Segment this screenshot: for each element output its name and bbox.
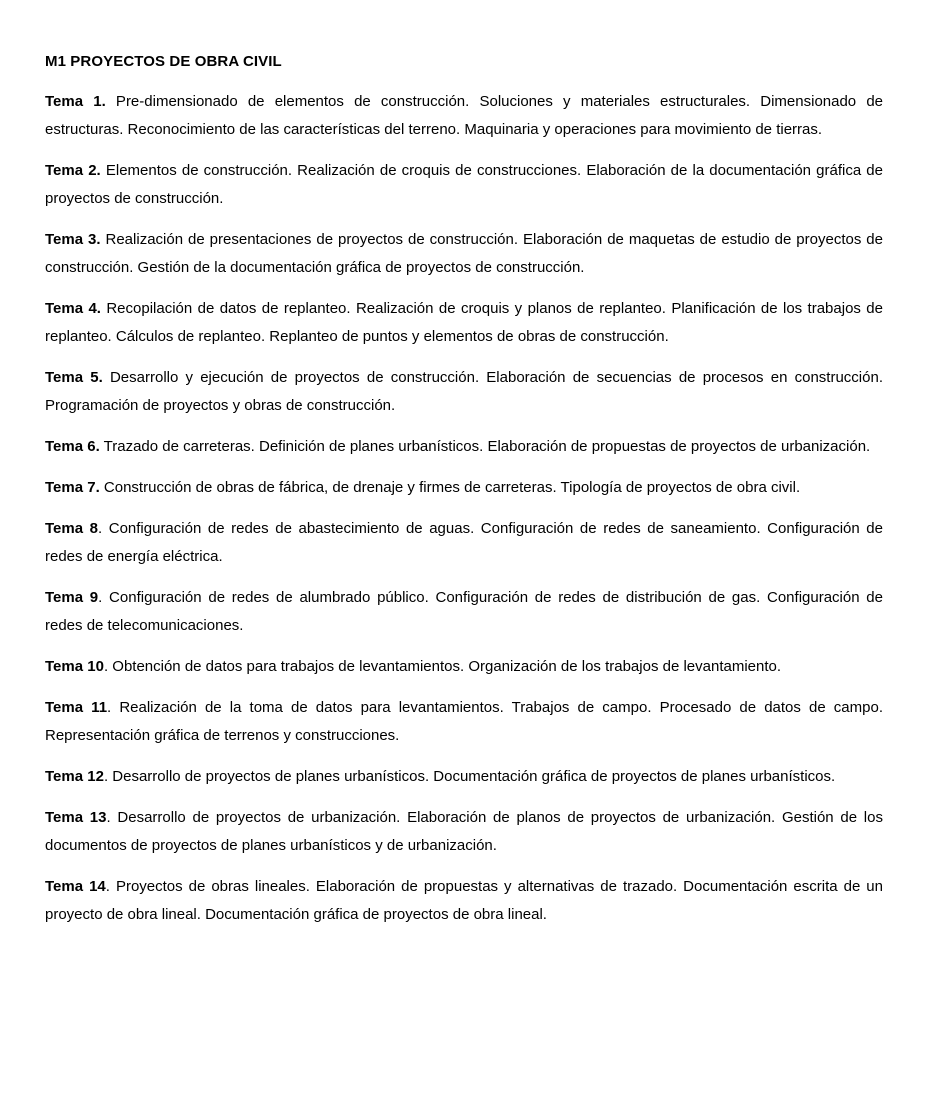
tema-text: . Configuración de redes de abastecimiento de aguas. Configuración de redes de saneamiento. Configuración de redes de energía eléctrica. [45, 520, 883, 565]
tema-paragraph-5 [45, 364, 883, 420]
tema-label: Tema 14 [45, 878, 106, 895]
tema-text: Recopilación de datos de replanteo. Realización de croquis y planos de replanteo. Planificación de los trabajos de replanteo. Cálculos de replanteo. Replanteo de puntos y elementos de obras de construcción. [45, 300, 883, 345]
tema-paragraph-9 [45, 584, 883, 640]
tema-text: . Proyectos de obras lineales. Elaboración de propuestas y alternativas de trazado. Documentación escrita de un proyecto de obra lineal. Documentación gráfica de proyectos de obra lineal. [45, 878, 883, 923]
tema-text: Desarrollo y ejecución de proyectos de construcción. Elaboración de secuencias de procesos en construcción. Programación de proyectos y obras de construcción. [45, 369, 883, 414]
tema-label: Tema 3. [45, 231, 101, 248]
tema-text: Trazado de carreteras. Definición de planes urbanísticos. Elaboración de propuestas de proyectos de urbanización. [99, 438, 871, 455]
tema-label: Tema 7. [45, 479, 100, 496]
tema-text: . Desarrollo de proyectos de planes urbanísticos. Documentación gráfica de proyectos de planes urbanísticos. [103, 768, 836, 785]
tema-list [45, 88, 883, 929]
tema-label: Tema 2. [45, 162, 101, 179]
tema-label: Tema 10 [45, 658, 104, 675]
tema-label: Tema 13 [45, 809, 107, 826]
tema-paragraph-6 [45, 433, 883, 461]
tema-text: . Realización de la toma de datos para levantamientos. Trabajos de campo. Procesado de datos de campo. Representación gráfica de terrenos y construcciones. [45, 699, 883, 744]
tema-label: Tema 6. [45, 438, 100, 455]
tema-text: . Configuración de redes de alumbrado público. Configuración de redes de distribución de gas. Configuración de redes de telecomunicaciones. [45, 589, 883, 634]
tema-label: Tema 12 [45, 768, 104, 785]
tema-label: Tema 4. [45, 300, 101, 317]
tema-paragraph-4 [45, 295, 883, 351]
tema-paragraph-1 [45, 88, 883, 144]
tema-label: Tema 5. [45, 369, 103, 386]
tema-text: . Desarrollo de proyectos de urbanización. Elaboración de planos de proyectos de urbanización. Gestión de los documentos de proyectos de planes urbanísticos y de urbanización. [45, 809, 883, 854]
tema-text: Construcción de obras de fábrica, de drenaje y firmes de carreteras. Tipología de proyectos de obra civil. [99, 479, 801, 496]
tema-label: Tema 1. [45, 93, 106, 110]
tema-label: Tema 9 [45, 589, 99, 606]
tema-label: Tema 11 [45, 699, 108, 716]
tema-text: Elementos de construcción. Realización de croquis de construcciones. Elaboración de la documentación gráfica de proyectos de construcción. [45, 162, 883, 207]
tema-paragraph-12 [45, 763, 883, 791]
tema-paragraph-10 [45, 653, 883, 681]
tema-text: . Obtención de datos para trabajos de levantamientos. Organización de los trabajos de levantamiento. [103, 658, 782, 675]
tema-paragraph-3 [45, 226, 883, 282]
tema-text: Pre-dimensionado de elementos de construcción. Soluciones y materiales estructurales. Dimensionado de estructuras. Reconocimiento de las características del terreno. Maquinaria y operaciones para movimiento de tierras. [45, 93, 884, 138]
tema-paragraph-14 [45, 873, 883, 929]
tema-label: Tema 8 [45, 520, 98, 537]
page-title: M1 PROYECTOS DE OBRA CIVIL [45, 53, 282, 70]
tema-paragraph-13 [45, 804, 883, 860]
tema-text: Realización de presentaciones de proyectos de construcción. Elaboración de maquetas de estudio de proyectos de construcción. Gestión de la documentación gráfica de proyectos de construcción. [45, 231, 883, 276]
tema-paragraph-7 [45, 474, 883, 502]
tema-paragraph-2 [45, 157, 883, 213]
tema-paragraph-11 [45, 694, 883, 750]
tema-paragraph-8 [45, 515, 883, 571]
